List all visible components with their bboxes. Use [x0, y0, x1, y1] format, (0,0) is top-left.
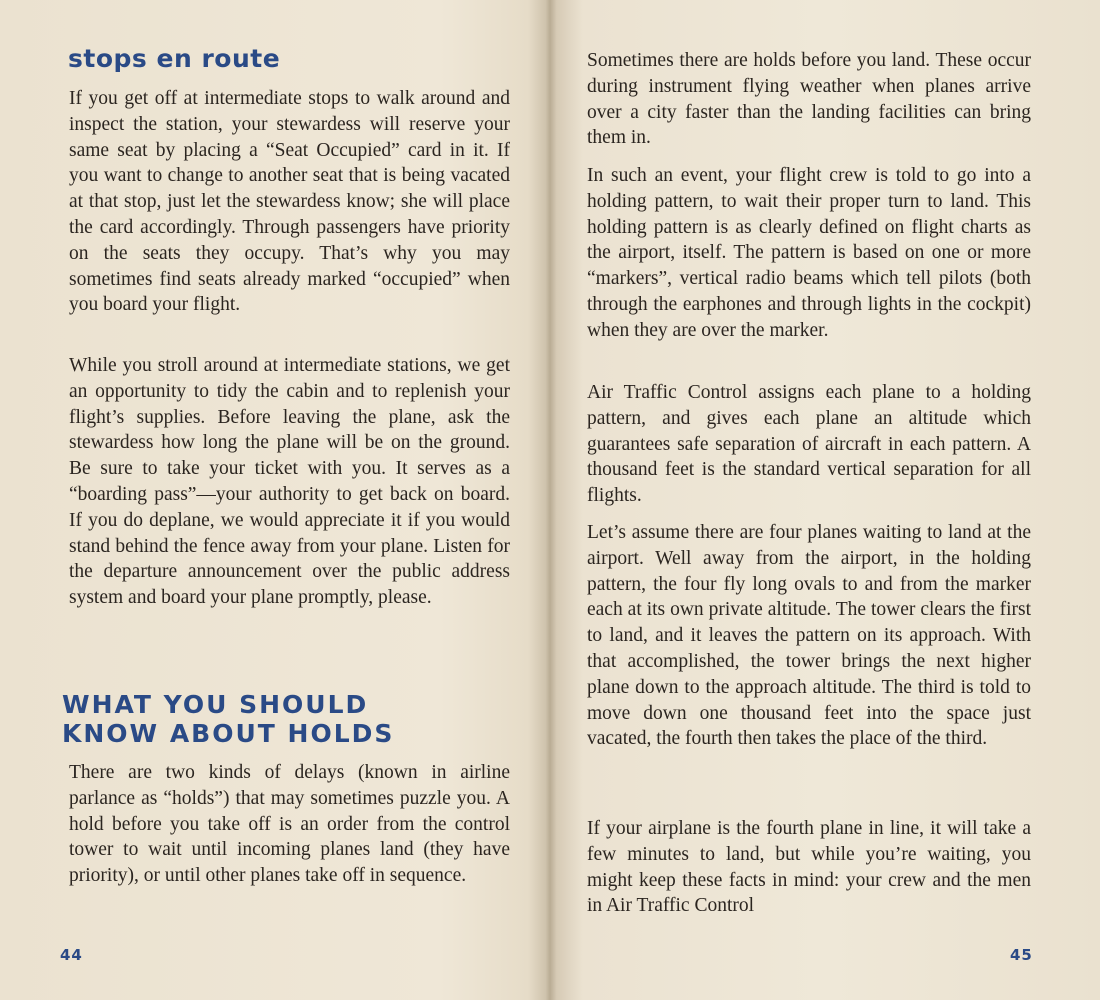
paragraph-stops-2: While you stroll around at intermediate stations, we get an opportunity to tidy the cabin and to replenish your flight’s supplies. Before leaving the plane, ask the stewardess how long the plane will be on the ground. Be sure to take your ticket with you. It serves as a “boarding pass”—your authority to get back on board. If you do deplane, we would appreciate it if you would stand behind the fence away from your plane. Listen for the departure announcement over the public address system and board your plane promptly, please.	[69, 355, 510, 609]
page-number-left: 44	[60, 946, 83, 964]
paragraph-holds-1: There are two kinds of delays (known in airline parlance as “holds”) that may sometimes puzzle you. A hold before you take off is an order from the control tower to wait until incoming planes land (they have priority), or until other planes take off in sequence.	[69, 762, 510, 887]
paragraph-stops-1: If you get off at intermediate stops to walk around and inspect the station, your stewardess will reserve your same seat by placing a “Seat Occupied” card in it. If you want to change to another seat that is being vacated at that stop, just let the stewardess know; she will place the card accordingly. Through passengers have priority on the seats they occupy. That’s why you may sometimes find seats already marked “occupied” when you board your flight.	[69, 88, 510, 316]
paragraph-holds-4: Air Traffic Control assigns each plane to a holding pattern, and gives each plane an altitude which guarantees safe separation of aircraft in each pattern. A thousand feet is the standard vertical separation for all flights.	[587, 382, 1031, 507]
heading-holds-line-1: WHAT YOU SHOULD	[62, 690, 369, 719]
paragraph-holds-5: Let’s assume there are four planes waiting to land at the airport. Well away from the airport, in the holding pattern, the four fly long ovals to and from the marker each at its own private altitude. The tower clears the first to land, and it leaves the pattern on its approach. With that accomplished, the tower brings the next higher plane down to the approach altitude. The third is told to move down one thousand feet into the space just vacated, the fourth then takes the place of the third.	[587, 522, 1031, 750]
paragraph-holds-6: If your airplane is the fourth plane in line, it will take a few minutes to land, but while you’re waiting, you might keep these facts in mind: your crew and the men in Air Traffic Control	[587, 818, 1031, 917]
right-page	[552, 0, 1100, 1000]
left-page	[0, 0, 548, 1000]
heading-holds-line-2: KNOW ABOUT HOLDS	[62, 719, 395, 748]
paragraph-holds-3: In such an event, your flight crew is told to go into a holding pattern, to wait their proper turn to land. This holding pattern is as clearly defined on flight charts as the airport, itself. The pattern is based on one or more “markers”, vertical radio beams which tell pilots (both through the earphones and through lights in the cockpit) when they are over the marker.	[587, 165, 1031, 341]
paragraph-holds-2: Sometimes there are holds before you land. These occur during instrument flying weather when planes arrive over a city faster than the landing facilities can bring them in.	[587, 50, 1031, 149]
section-heading-holds	[62, 690, 394, 748]
section-heading-stops-en-route: stops en route	[68, 44, 281, 73]
page-number-right: 45	[1010, 946, 1033, 964]
